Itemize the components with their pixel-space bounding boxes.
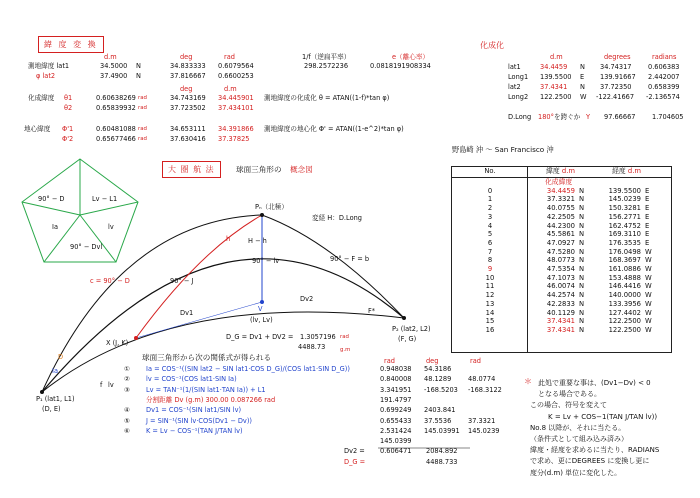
- dlong-text: を跨ぐか: [554, 113, 581, 121]
- table-cell: N: [579, 230, 585, 239]
- calc-v1: 3.341951: [380, 385, 412, 394]
- table-cell: 42.2505: [546, 212, 575, 221]
- k-lat2-deg: 37.72350: [600, 83, 632, 91]
- table-cell: 45.5861: [546, 230, 575, 239]
- col-deg: deg: [180, 53, 193, 61]
- table-cell: 13: [485, 299, 495, 308]
- table-cell: 9: [487, 265, 493, 274]
- table-cell: E: [645, 195, 650, 204]
- p1b-label: (D, E): [42, 405, 61, 413]
- reduced-formula: 測地緯度の化成化 θ = ATAN((1-f)*tan φ): [264, 94, 390, 102]
- pole-label: Pₙ（北極）: [255, 203, 288, 211]
- table-cell: 7: [487, 247, 493, 256]
- k-long2-rad: -2.136574: [646, 93, 680, 101]
- calc-v3: 48.0774: [468, 375, 496, 384]
- th-lon: 経度: [612, 167, 626, 176]
- table-cell: W: [645, 291, 652, 300]
- v90-label: 90° − lv: [252, 257, 280, 265]
- calc-v1: 191.4797: [380, 395, 412, 404]
- table-cell: E: [645, 212, 650, 221]
- table-cell: N: [579, 238, 585, 247]
- table-row: [451, 204, 672, 213]
- dv2-v2: 2084.892: [426, 447, 458, 455]
- note-line: 緯度・経度を求めるに当たり、RADIANS: [530, 446, 660, 455]
- reduced-r1-rad: 0.60638269: [96, 94, 136, 102]
- k-lat1-name: lat1: [508, 63, 521, 71]
- reduced-r2-dm: 37.434101: [218, 104, 254, 112]
- calc-formula: K = Lv − COS⁻¹(TAN J/TAN lv): [146, 426, 243, 435]
- table-cell: E: [645, 238, 650, 247]
- kaseika-title: 化成化: [480, 41, 504, 50]
- calc-v3: 37.3321: [468, 416, 496, 425]
- j-label: 90° − J: [170, 277, 194, 285]
- survey-lat-sym: φ lat2: [36, 72, 56, 80]
- pent-lvl1: Lv − L1: [92, 195, 118, 203]
- table-cell: 127.4402: [608, 308, 641, 317]
- dv1-label: Dv1: [180, 309, 194, 317]
- table-cell: 176.0498: [608, 247, 641, 256]
- calc-v2: 48.1289: [424, 375, 452, 384]
- k-long1-name: Long1: [508, 73, 529, 81]
- table-row: [451, 282, 672, 291]
- table-row: [451, 300, 672, 309]
- calc-formula: Lv = TAN⁻¹(1/(SIN lat1·TAN Ia)) + L1: [146, 385, 266, 394]
- f2-label: f: [100, 381, 103, 389]
- k-long2-name: Long2: [508, 93, 529, 101]
- geo-unit2: rad: [138, 136, 147, 142]
- note-line: 此処で重要な事は、(Dv1−Dv) < 0: [538, 379, 651, 387]
- calc-num: ⑥: [124, 426, 130, 435]
- note-line: 度分(d.m) 単位に変化した。: [530, 468, 622, 477]
- pent-90d: 90° − D: [38, 195, 65, 203]
- table-cell: 14: [485, 308, 495, 317]
- reduced-sym1: θ1: [64, 94, 73, 102]
- table-cell: 46.0074: [546, 282, 575, 291]
- table-cell: W: [645, 273, 652, 282]
- dlong-label: D.Long: [508, 113, 532, 121]
- table-row: [451, 326, 672, 335]
- table-cell: 139.5500: [608, 186, 641, 195]
- table-cell: 169.3110: [608, 230, 641, 239]
- table-cell: 146.4416: [608, 282, 641, 291]
- calc-v2: -168.5203: [424, 385, 458, 394]
- calc-formula: Dv1 = COS⁻¹(SIN lat1/SIN lv): [146, 406, 242, 415]
- geo-r2-rad: 0.65677466: [96, 135, 136, 143]
- henkei-label: 変経 H：D.Long: [312, 214, 362, 222]
- table-cell: N: [579, 317, 585, 326]
- pent-lv: lv: [108, 223, 114, 231]
- table-cell: 44.2300: [546, 221, 575, 230]
- table-cell: 161.0886: [608, 265, 641, 274]
- table-cell: W: [645, 282, 652, 291]
- survey-r2-rad: 0.6600253: [218, 72, 254, 80]
- flattening-value: 298.2572236: [304, 62, 349, 70]
- geo-sym1: Φ'1: [62, 125, 74, 133]
- circle-subtitle2: 概念図: [290, 165, 313, 174]
- calc-formula: 分割距離 Dv (g.m) 300.00 0.087266 rad: [146, 395, 276, 404]
- d-label: D: [58, 353, 64, 361]
- geo-label: 地心緯度: [24, 125, 51, 133]
- table-cell: 37.3321: [546, 195, 575, 204]
- reduced-r2-rad: 0.65839932: [96, 104, 136, 112]
- calc-num: ⑤: [124, 416, 130, 425]
- reduced-unit1: rad: [138, 95, 147, 101]
- table-row: [451, 222, 672, 231]
- survey-r2-dm: 37.4900: [100, 72, 128, 80]
- table-cell: N: [579, 291, 585, 300]
- circle-subtitle: 球面三角形の: [236, 165, 282, 174]
- table-cell: W: [645, 265, 652, 274]
- v-label: V: [258, 305, 263, 313]
- k-long2-dm: 122.2500: [540, 93, 572, 101]
- h-label: h: [226, 235, 231, 243]
- reduced-sym2: θ2: [64, 104, 73, 112]
- survey-lat-label: 測地緯度 lat1: [28, 62, 70, 70]
- calc-v1: 0.655433: [380, 416, 412, 425]
- p2-label: P₂ (lat2, L2): [392, 325, 431, 333]
- table-cell: 15: [485, 317, 495, 326]
- calc-v3: -168.3122: [468, 385, 502, 394]
- table-cell: N: [579, 221, 585, 230]
- table-cell: N: [579, 186, 585, 195]
- reduced-r2-deg: 37.723502: [170, 104, 206, 112]
- table-cell: 162.4752: [608, 221, 641, 230]
- calc-hdr-rad2: rad: [470, 357, 481, 365]
- dg-nm-unit: g.m: [340, 347, 351, 353]
- k-long2-deg: -122.41667: [596, 93, 635, 101]
- route-title: 野島崎 沖 〜 San Francisco 沖: [452, 145, 554, 154]
- table-cell: 40.0755: [546, 204, 575, 213]
- dlong-rad: 1.704605: [652, 113, 684, 121]
- fstar-label: F*: [368, 307, 376, 315]
- geo-r1-dm: 34.391866: [218, 125, 254, 133]
- th-lat: 緯度: [546, 167, 560, 176]
- calc-formula: Ia = COS⁻¹((SIN lat2 − SIN lat1·COS D_G)/(COS lat1·SIN D_G)): [146, 365, 350, 373]
- lat-conversion-title: 緯 度 変 換: [38, 36, 104, 53]
- table-row: [451, 309, 672, 318]
- calc-v2: 145.03991: [424, 426, 460, 435]
- table-cell: N: [579, 256, 585, 265]
- calc-v2: 37.5536: [424, 416, 452, 425]
- th-lat-unit: d.m: [561, 167, 575, 176]
- dv2-label: Dv2: [300, 295, 314, 303]
- dv2-v1: 0.606471: [380, 447, 412, 455]
- table-cell: 0: [487, 186, 493, 195]
- ecc-label: e（離心率）: [392, 53, 430, 61]
- table-cell: N: [579, 273, 585, 282]
- dg2-v: 4488.733: [426, 458, 458, 466]
- dg-nm: 4488.73: [298, 343, 326, 351]
- table-cell: 8: [487, 256, 493, 265]
- k-lat2-rad: 0.658399: [648, 83, 680, 91]
- geo-r2-deg: 37.630416: [170, 135, 206, 143]
- table-cell: 2: [487, 204, 493, 213]
- th-sub: 化成緯度: [545, 178, 573, 186]
- geo-r1-rad: 0.60481088: [96, 125, 136, 133]
- survey-r1-dir: N: [136, 62, 141, 70]
- calc-v1: 2.531424: [380, 426, 412, 435]
- table-cell: N: [579, 212, 585, 221]
- geo-formula: 測地緯度の地心化 Φ' = ATAN((1-e^2)*tan φ): [264, 125, 404, 133]
- table-cell: N: [579, 308, 585, 317]
- table-cell: N: [579, 195, 585, 204]
- table-cell: 47.1073: [546, 273, 575, 282]
- calc-num: ③: [124, 385, 130, 394]
- reduced-r1-deg: 34.743169: [170, 94, 206, 102]
- table-cell: N: [579, 247, 585, 256]
- dg-val: 1.3057196: [300, 333, 336, 341]
- dlong-deg: 97.66667: [604, 113, 636, 121]
- table-cell: 176.3535: [608, 238, 641, 247]
- table-cell: 16: [485, 325, 495, 334]
- table-cell: E: [645, 221, 650, 230]
- table-cell: 150.3281: [608, 204, 641, 213]
- k-long2-dir: W: [580, 93, 587, 101]
- calc-hdr-rad: rad: [384, 357, 395, 365]
- relation-title: 球面三角形から次の関係式が得られる: [142, 353, 272, 362]
- table-cell: W: [645, 325, 652, 334]
- k-lat1-rad: 0.606383: [648, 63, 680, 71]
- note-line: となる場合である。: [538, 390, 601, 399]
- table-cell: E: [645, 204, 650, 213]
- lvlv-label: (lv, Lv): [250, 316, 273, 324]
- k-lat1-dm: 34.4459: [540, 63, 568, 71]
- table-cell: W: [645, 299, 652, 308]
- dg2-label: D_G =: [344, 458, 366, 466]
- calc-v1: 0.699249: [380, 406, 412, 415]
- table-row: [451, 265, 672, 274]
- geo-sym2: Φ'2: [62, 135, 74, 143]
- table-cell: 4: [487, 221, 493, 230]
- table-cell: 40.1129: [546, 308, 575, 317]
- table-cell: 133.3956: [608, 299, 641, 308]
- calc-formula: J = SIN⁻¹(SIN lv·COS(Dv1 − Dv)): [146, 416, 252, 425]
- table-cell: 1: [487, 195, 493, 204]
- calc-v1: 145.0399: [380, 437, 412, 446]
- la-label: Ia: [52, 367, 58, 375]
- x-label: X (J, K): [106, 339, 129, 347]
- table-cell: 47.5354: [546, 265, 575, 274]
- calc-v1: 0.840008: [380, 375, 412, 384]
- k-hdr-degrees: degrees: [604, 53, 631, 61]
- f-label: 90° − F = b: [330, 255, 370, 263]
- reduced-col-dm: d.m: [224, 85, 237, 93]
- table-row: [451, 213, 672, 222]
- table-cell: 44.2574: [546, 291, 575, 300]
- table-cell: N: [579, 299, 585, 308]
- table-cell: E: [645, 230, 650, 239]
- table-cell: N: [579, 265, 585, 274]
- table-cell: 122.2500: [608, 317, 641, 326]
- reduced-unit2: rad: [138, 105, 147, 111]
- table-row: [451, 274, 672, 283]
- geo-r1-deg: 34.653111: [170, 125, 206, 133]
- table-cell: E: [645, 186, 650, 195]
- k-long1-rad: 2.442007: [648, 73, 680, 81]
- table-cell: 37.4341: [546, 325, 575, 334]
- dg-unit: rad: [340, 334, 349, 340]
- table-row: [451, 187, 672, 196]
- note-line: で求め、更にDEGREES に変換し更に: [530, 457, 650, 466]
- dv2-label2: Dv2 =: [344, 447, 365, 455]
- calc-hdr-deg: deg: [426, 357, 439, 365]
- table-cell: 37.4341: [546, 317, 575, 326]
- calc-num: ①: [124, 365, 130, 373]
- table-cell: 34.4459: [546, 186, 575, 195]
- survey-r1-rad: 0.6079564: [218, 62, 254, 70]
- survey-r1-dm: 34.5000: [100, 62, 128, 70]
- table-cell: 6: [487, 238, 493, 247]
- table-row: [451, 317, 672, 326]
- pent-90dvl: 90° − Dvl: [70, 243, 103, 251]
- survey-r1-deg: 34.833333: [170, 62, 206, 70]
- geo-r2-dm: 37.37825: [218, 135, 250, 143]
- hh-label: H − h: [248, 237, 267, 245]
- k-lat2-name: lat2: [508, 83, 521, 91]
- table-cell: 153.4888: [608, 273, 641, 282]
- table-cell: 47.5280: [546, 247, 575, 256]
- table-cell: W: [645, 256, 652, 265]
- pent-ia: Ia: [52, 223, 58, 231]
- k-long1-deg: 139.91667: [600, 73, 636, 81]
- k-lat2-dm: 37.4341: [540, 83, 568, 91]
- table-cell: 10: [485, 273, 495, 282]
- table-cell: 168.3697: [608, 256, 641, 265]
- note-line: この場合、符号を変えて: [530, 401, 607, 410]
- k-long1-dir: E: [580, 73, 585, 81]
- calc-v2: 2403.841: [424, 406, 456, 415]
- table-row: [451, 291, 672, 300]
- table-cell: 140.0000: [608, 291, 641, 300]
- calc-num: ④: [124, 406, 130, 415]
- k-lat1-deg: 34.74317: [600, 63, 632, 71]
- table-row: [451, 248, 672, 257]
- reduced-label: 化成緯度: [28, 94, 55, 102]
- dlong-val: 180°: [538, 113, 554, 121]
- col-dm: d.m: [104, 53, 117, 61]
- note-line: K = Lv + COS−1(TAN J/TAN lv)): [548, 412, 658, 421]
- calc-v1: 0.948038: [380, 365, 412, 373]
- survey-r2-deg: 37.816667: [170, 72, 206, 80]
- p2b-label: (F, G): [398, 335, 417, 343]
- table-cell: N: [579, 204, 585, 213]
- note-line: （条件式として組み込み済み）: [530, 435, 628, 443]
- table-row: [451, 256, 672, 265]
- reduced-r1-dm: 34.445901: [218, 94, 254, 102]
- table-cell: W: [645, 247, 652, 256]
- table-row: [451, 239, 672, 248]
- th-lon-unit: d.m: [627, 167, 641, 176]
- survey-r2-dir: N: [136, 72, 141, 80]
- table-cell: 47.0927: [546, 238, 575, 247]
- table-row: [451, 195, 672, 204]
- c-label: c = 90° − D: [90, 277, 130, 285]
- great-circle-title: 大 圏 航 法: [162, 161, 221, 178]
- geo-unit1: rad: [138, 126, 147, 132]
- table-cell: N: [579, 325, 585, 334]
- table-cell: 145.0239: [608, 195, 641, 204]
- table-cell: 5: [487, 230, 493, 239]
- k-hdr-dm: d.m: [550, 53, 563, 61]
- calc-v2: 54.3186: [424, 365, 452, 373]
- table-cell: 48.0773: [546, 256, 575, 265]
- lv-label: lv: [108, 381, 114, 389]
- k-hdr-radians: radians: [652, 53, 677, 61]
- note-star: ＊: [524, 377, 532, 386]
- note-line: No.8 以降が、それに当たる。: [530, 423, 626, 432]
- k-lat1-dir: N: [580, 63, 585, 71]
- calc-v3: 145.0239: [468, 426, 500, 435]
- calc-num: ②: [124, 375, 130, 384]
- ecc-value: 0.0818191908334: [370, 62, 431, 70]
- table-cell: 3: [487, 212, 493, 221]
- calc-formula: lv = COS⁻¹(COS lat1·SIN Ia): [146, 375, 237, 384]
- table-cell: N: [579, 282, 585, 291]
- waypoint-table: [451, 166, 672, 335]
- k-lat2-dir: N: [580, 83, 585, 91]
- table-cell: 11: [485, 282, 495, 291]
- dlong-yn: Y: [586, 113, 591, 121]
- p1-label: P₁ (lat1, L1): [36, 395, 75, 403]
- table-cell: 42.2833: [546, 299, 575, 308]
- col-rad: rad: [224, 53, 235, 61]
- table-cell: W: [645, 317, 652, 326]
- dg-label: D_G = Dv1 + DV2 =: [226, 333, 294, 341]
- table-cell: 156.2771: [608, 212, 641, 221]
- flattening-label: 1/f（逆扁平率）: [302, 53, 351, 61]
- table-cell: 122.2500: [608, 325, 641, 334]
- table-row: [451, 230, 672, 239]
- table-cell: W: [645, 308, 652, 317]
- k-long1-dm: 139.5500: [540, 73, 572, 81]
- table-cell: 12: [485, 291, 495, 300]
- reduced-col-deg: deg: [180, 85, 193, 93]
- th-no: No.: [451, 166, 529, 178]
